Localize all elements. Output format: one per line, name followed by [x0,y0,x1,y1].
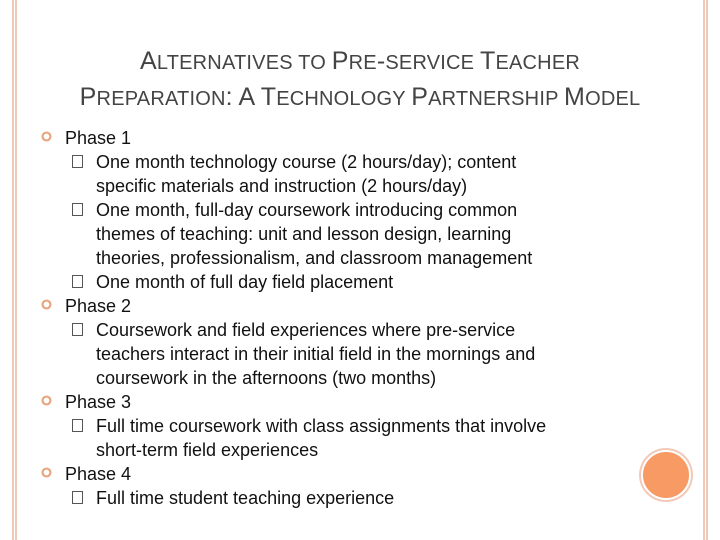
title-segment: M [564,83,586,111]
sub-bullet-text-line: short-term field experiences [96,440,319,460]
title-segment: : A [225,83,261,111]
square-bullet-icon [72,491,83,504]
sub-bullet-item [40,150,640,198]
title-segment: P [79,83,97,111]
square-bullet-icon [72,275,83,288]
phase-item [40,126,640,150]
sub-bullet-text-line: Full time coursework with class assignments that involve [96,416,547,436]
square-bullet-icon [72,203,83,216]
sub-bullet-text-line: One month of full day field placement [96,272,394,292]
frame-line-right-inner [703,0,705,540]
sub-bullet-text-line: Full time student teaching experience [96,488,395,508]
title-segment: RE [348,52,377,74]
bullet-list [40,126,640,510]
bullet-icon [41,395,52,406]
sub-bullet-text-line: coursework in the afternoons (two months) [96,368,437,388]
title-segment: REPARATION [96,88,226,110]
sub-bullet-text-line: teachers interact in their initial field in the mornings and [96,344,536,364]
sub-bullet-item [40,414,640,462]
title-segment: EACHER [495,52,581,74]
sub-bullet-text-line: themes of teaching: unit and lesson design, learning [96,224,512,244]
title-segment: - [376,47,386,75]
title-segment: T [479,47,496,75]
bullet-icon [41,299,52,310]
slide-title [20,44,700,116]
frame-line-left-inner [15,0,17,540]
title-segment: ODEL [585,88,641,110]
frame-line-left-outer [12,0,14,540]
square-bullet-icon [72,155,83,168]
phase-label: Phase 2 [65,296,132,316]
title-line-2 [20,80,700,116]
phase-item [40,390,640,414]
phase-label: Phase 4 [65,464,132,484]
bullet-icon [41,131,52,142]
title-segment: ECHNOLOGY [276,88,412,110]
square-bullet-icon [72,419,83,432]
title-segment: A [139,47,157,75]
title-segment: SERVICE [385,52,480,74]
square-bullet-icon [72,323,83,336]
phase-item [40,462,640,486]
title-segment: T [260,83,277,111]
sub-bullet-text-line: One month technology course (2 hours/day); content [96,152,517,172]
sub-bullet-item [40,270,640,294]
title-segment: ARTNERSHIP [428,88,565,110]
phase-label: Phase 1 [65,128,132,148]
title-line-1 [20,44,700,80]
phase-item [40,294,640,318]
decorative-circle [641,450,691,500]
title-segment: LTERNATIVES TO [156,52,332,74]
bullet-icon [41,467,52,478]
sub-bullet-text-line: theories, professionalism, and classroom management [96,248,533,268]
sub-bullet-text-line: One month, full-day coursework introducing common [96,200,518,220]
sub-bullet-text-line: Coursework and field experiences where pre-service [96,320,516,340]
sub-bullet-item [40,198,640,270]
sub-bullet-item [40,486,640,510]
title-segment: P [331,47,349,75]
sub-bullet-text-line: specific materials and instruction (2 hours/day) [96,176,468,196]
sub-bullet-item [40,318,640,390]
frame-line-right-outer [706,0,708,540]
title-segment: P [411,83,429,111]
phase-label: Phase 3 [65,392,132,412]
